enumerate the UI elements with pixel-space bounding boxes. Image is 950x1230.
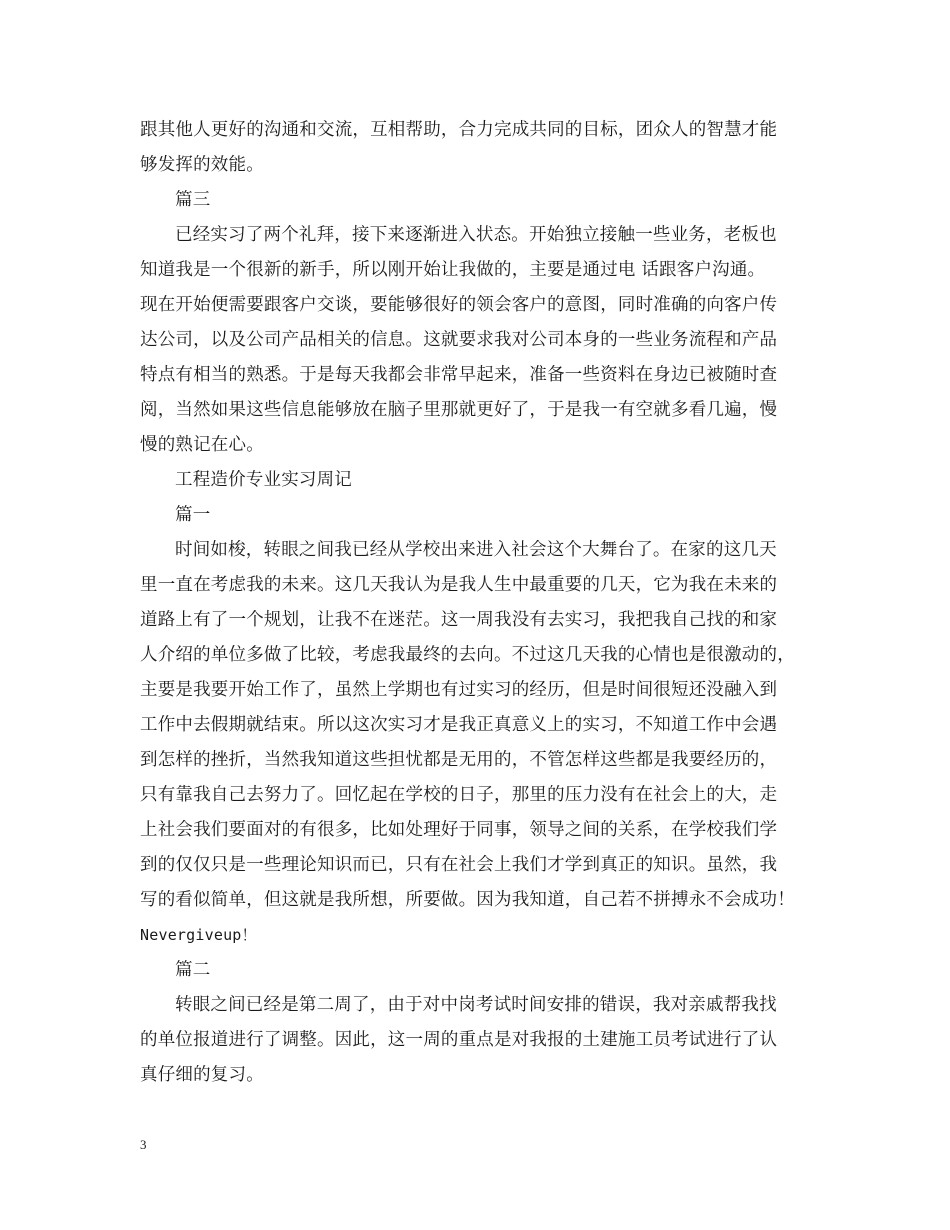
text-line: 慢的熟记在心。 bbox=[140, 435, 264, 455]
section-heading: 篇二 bbox=[175, 960, 211, 980]
text-line: 人介绍的单位多做了比较，考虑我最终的去向。不过这几天我的心情也是很激动的， bbox=[140, 645, 795, 665]
text-line: 只有靠我自己去努力了。回忆起在学校的日子，那里的压力没有在社会上的大，走 bbox=[140, 785, 778, 805]
text-line: 够发挥的效能。 bbox=[140, 155, 264, 175]
text-line: 写的看似简单，但这就是我所想，所要做。因为我知道，自己若不拼搏永不会成功！ bbox=[140, 890, 795, 910]
text-line: 里一直在考虑我的未来。这几天我认为是我人生中最重要的几天，它为我在未来的 bbox=[140, 575, 778, 595]
text-line: Nevergiveup！ bbox=[140, 926, 257, 944]
text-line: 到的仅仅只是一些理论知识而已，只有在社会上我们才学到真正的知识。虽然，我 bbox=[140, 855, 778, 875]
text-line: 知道我是一个很新的新手，所以刚开始让我做的，主要是通过电 话跟客户沟通。 bbox=[140, 260, 766, 280]
text-line: 阅，当然如果这些信息能够放在脑子里那就更好了，于是我一有空就多看几遍，慢 bbox=[140, 400, 778, 420]
text-line: 跟其他人更好的沟通和交流，互相帮助，合力完成共同的目标，团众人的智慧才能 bbox=[140, 120, 778, 140]
text-line: 主要是我要开始工作了，虽然上学期也有过实习的经历，但是时间很短还没融入到 bbox=[140, 680, 778, 700]
text-line: 转眼之间已经是第二周了，由于对中岗考试时间安排的错误，我对亲戚帮我找 bbox=[175, 995, 777, 1015]
text-line: 已经实习了两个礼拜，接下来逐渐进入状态。开始独立接触一些业务，老板也 bbox=[175, 225, 777, 245]
text-line: 上社会我们要面对的有很多，比如处理好于同事，领导之间的关系，在学校我们学 bbox=[140, 820, 778, 840]
section-heading: 篇一 bbox=[175, 505, 211, 525]
document-title: 工程造价专业实习周记 bbox=[175, 470, 352, 490]
section-heading: 篇三 bbox=[175, 190, 211, 210]
text-line: 道路上有了一个规划，让我不在迷茫。这一周我没有去实习，我把我自己找的和家 bbox=[140, 610, 778, 630]
text-line: 时间如梭，转眼之间我已经从学校出来进入社会这个大舞台了。在家的这几天 bbox=[175, 540, 777, 560]
text-line: 真仔细的复习。 bbox=[140, 1065, 264, 1085]
text-line: 到怎样的挫折，当然我知道这些担忧都是无用的，不管怎样这些都是我要经历的， bbox=[140, 750, 778, 770]
text-line: 工作中去假期就结束。所以这次实习才是我正真意义上的实习，不知道工作中会遇 bbox=[140, 715, 778, 735]
text-line: 达公司，以及公司产品相关的信息。这就要求我对公司本身的一些业务流程和产品 bbox=[140, 330, 778, 350]
text-line: 现在开始便需要跟客户交谈，要能够很好的领会客户的意图，同时准确的向客户传 bbox=[140, 295, 778, 315]
text-line: 的单位报道进行了调整。因此，这一周的重点是对我报的土建施工员考试进行了认 bbox=[140, 1030, 778, 1050]
text-line: 特点有相当的熟悉。于是每天我都会非常早起来，准备一些资料在身边已被随时查 bbox=[140, 365, 778, 385]
page-number: 3 bbox=[140, 1137, 147, 1152]
